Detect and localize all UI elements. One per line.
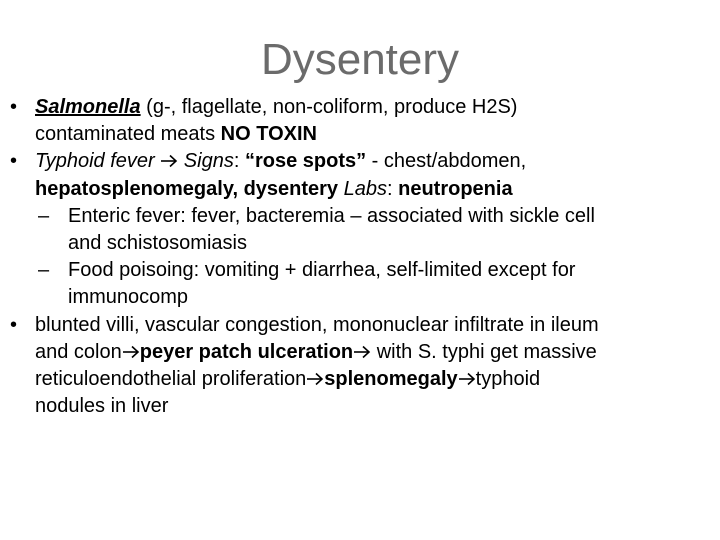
bullet-text: - chest/abdomen, — [366, 150, 527, 173]
bullet-text-bold: peyer patch ulceration — [139, 340, 354, 363]
bullet-text: (g-, flagellate, non-coliform, produce H2S) — [140, 96, 518, 118]
right-arrow-icon — [306, 372, 324, 386]
bullet-text: and colon — [35, 340, 122, 363]
sub-bullet-text: and schistosomiasis — [68, 232, 247, 255]
bullet-text-emphasis: NO TOXIN — [220, 123, 317, 146]
bullet-text: : — [233, 150, 245, 173]
bullet-pathology — [10, 312, 716, 421]
right-arrow-icon — [353, 345, 371, 359]
sub-bullet-enteric-fever — [10, 203, 716, 257]
bullet-text-bold: “rose spots” — [244, 150, 367, 173]
bullet-text-italic: Labs — [343, 177, 387, 200]
bullet-text: typhoid — [475, 368, 541, 391]
bullet-text: nodules in liver — [35, 395, 169, 418]
sub-bullet-marker: – — [38, 204, 50, 227]
right-arrow-icon — [458, 372, 476, 386]
sub-bullet-text: Food poisoing: vomiting + diarrhea, self-limited except for — [68, 259, 576, 282]
bullet-text-organism: Salmonella — [35, 96, 141, 118]
bullet-typhoid — [10, 148, 716, 202]
bullet-text-bold: neutropenia — [398, 177, 513, 200]
bullet-marker: • — [10, 313, 18, 336]
bullet-text: blunted villi, vascular congestion, mononuclear infiltrate in ileum — [35, 313, 599, 336]
sub-bullet-food-poisoning — [10, 257, 716, 311]
right-arrow-icon — [122, 345, 140, 359]
sub-bullet-marker: – — [38, 259, 50, 282]
sub-bullet-text: immunocomp — [68, 286, 189, 309]
bullet-text: contaminated meats — [35, 123, 221, 146]
bullet-text-bold: hepatosplenomegaly, dysentery — [35, 177, 339, 200]
bullet-marker: • — [10, 150, 18, 173]
bullet-text-italic: Signs — [178, 150, 234, 173]
slide-title: Dysentery — [260, 35, 460, 84]
right-arrow-icon — [160, 154, 178, 168]
sub-bullet-text: Enteric fever: fever, bacteremia – associated with sickle cell — [68, 204, 595, 227]
bullet-text: with S. typhi get massive — [371, 340, 597, 363]
bullet-text: reticuloendothelial proliferation — [35, 368, 307, 391]
bullet-text-bold: splenomegaly — [324, 368, 458, 391]
slide-body — [10, 94, 716, 420]
bullet-text-italic: Typhoid fever — [35, 150, 161, 173]
bullet-text: : — [387, 177, 399, 200]
bullet-marker: • — [10, 96, 18, 118]
bullet-salmonella — [10, 94, 716, 148]
